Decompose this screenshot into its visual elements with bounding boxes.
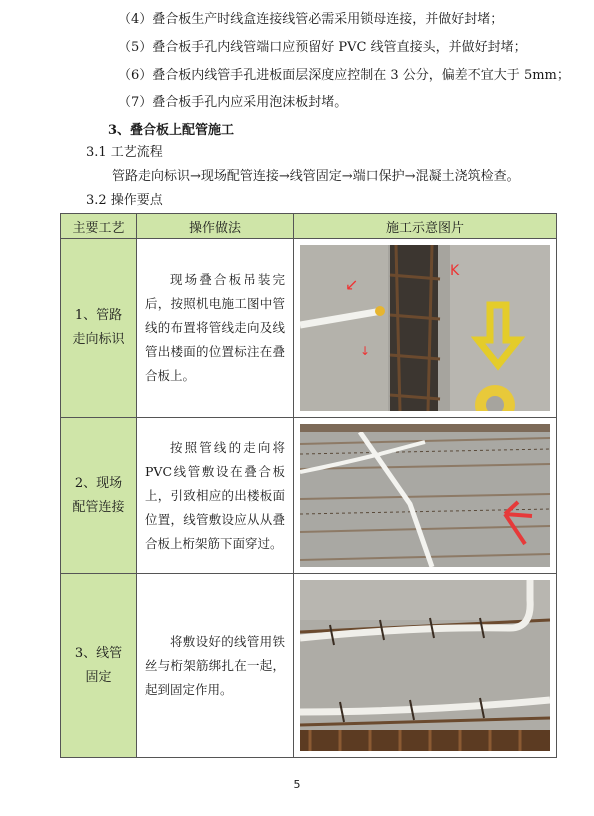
intro-item-4: （4）叠合板生产时线盒连接线管必需采用锁母连接，并做好封堵； [118, 12, 504, 27]
header-photo: 施工示意图片 [294, 214, 557, 239]
photo-cell [294, 239, 557, 418]
photo-cell [294, 574, 557, 758]
intro-item-6: （6）叠合板内线管手孔进板面层深度应控制在 3 公分，偏差不宜大于 5mm； [118, 68, 570, 83]
process-flow: 管路走向标识→现场配管连接→线管固定→端口保护→混凝土浇筑检查。 [112, 169, 520, 184]
table-row [61, 418, 557, 574]
description-cell: 按照管线的走向将PVC线管敷设在叠合板上，引致相应的出楼板面位置，线管敷设应从从叠合板上桁架筋下面穿过。 [137, 418, 294, 574]
process-cell: 2、现场配管连接 [61, 418, 137, 574]
construction-photo [300, 580, 550, 751]
table-row [61, 574, 557, 758]
construction-photo [300, 245, 550, 411]
svg-text:↓: ↓ [360, 344, 371, 358]
svg-text:K: K [450, 263, 460, 279]
table-row [61, 239, 557, 418]
intro-item-5: （5）叠合板手孔内线管端口应预留好 PVC 线管直接头，并做好封堵； [118, 40, 527, 55]
operation-table [60, 213, 557, 758]
process-cell: 3、线管固定 [61, 574, 137, 758]
photo-cell [294, 418, 557, 574]
sub-heading-process: 3.1 工艺流程 [86, 145, 163, 160]
process-cell: 1、管路走向标识 [61, 239, 137, 418]
construction-photo [300, 424, 550, 567]
description-cell: 现场叠合板吊装完后，按照机电施工图中管线的布置将管线走向及线管出楼面的位置标注在叠合板上。 [137, 239, 294, 418]
page-number: 5 [293, 778, 301, 791]
description-cell: 将敷设好的线管用铁丝与桁架筋绑扎在一起，起到固定作用。 [137, 574, 294, 758]
table-header-row [61, 214, 557, 239]
sub-heading-key-points: 3.2 操作要点 [86, 193, 163, 208]
svg-text:↙: ↙ [345, 275, 359, 294]
section-heading: 3、叠合板上配管施工 [108, 123, 235, 138]
header-method: 操作做法 [137, 214, 294, 239]
intro-item-7: （7）叠合板手孔内应采用泡沫板封堵。 [118, 95, 348, 110]
header-process: 主要工艺 [61, 214, 137, 239]
